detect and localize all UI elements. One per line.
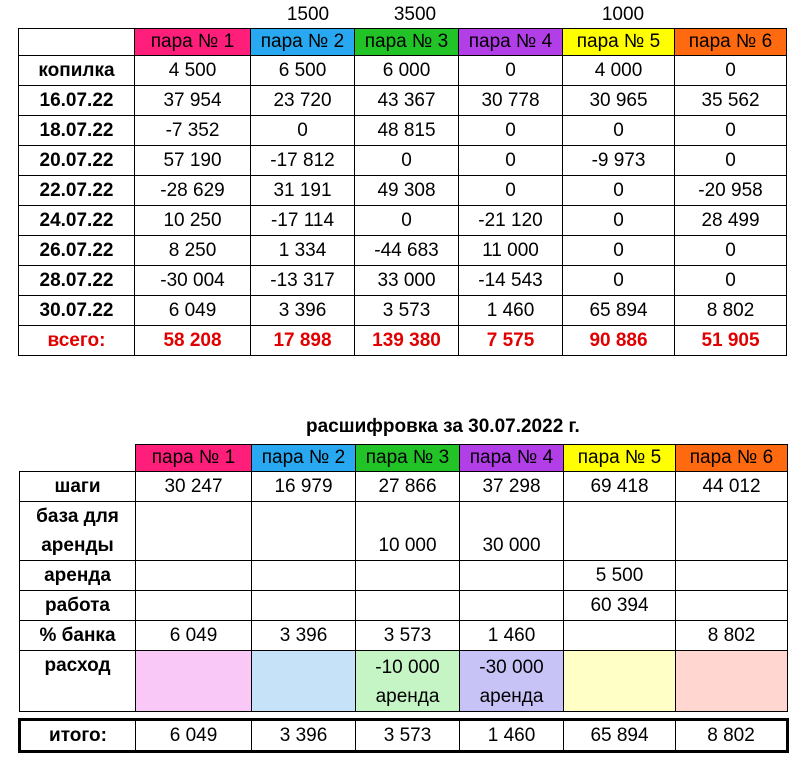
pair-4-header: пара № 4 xyxy=(459,29,563,56)
cell: -20 958 xyxy=(675,176,787,206)
expense-cell xyxy=(564,651,676,712)
total-value: 17 898 xyxy=(251,326,355,356)
cell: 6 049 xyxy=(135,296,251,326)
cell: 0 xyxy=(459,56,563,86)
data-row xyxy=(19,146,787,176)
top-number-pair-5: 1000 xyxy=(601,4,645,25)
row-label: копилка xyxy=(19,56,135,86)
cell: 3 573 xyxy=(356,720,460,752)
cell: 0 xyxy=(563,176,675,206)
steps-row xyxy=(20,472,788,502)
data-row xyxy=(19,266,787,296)
cell: 0 xyxy=(459,146,563,176)
cell: 43 367 xyxy=(355,86,459,116)
row-label: шаги xyxy=(20,472,136,502)
cell: 0 xyxy=(355,146,459,176)
pair-5-header: пара № 5 xyxy=(563,29,675,56)
pair-5-header: пара № 5 xyxy=(564,445,676,472)
cell: 49 308 xyxy=(355,176,459,206)
top-number-pair-2: 1500 xyxy=(286,4,330,25)
total-value: 90 886 xyxy=(563,326,675,356)
cell: 10 000 xyxy=(356,502,460,561)
row-label: 30.07.22 xyxy=(19,296,135,326)
cell: 0 xyxy=(563,206,675,236)
cell: -14 543 xyxy=(459,266,563,296)
cell: 4 000 xyxy=(563,56,675,86)
cell xyxy=(676,502,788,561)
cell xyxy=(252,591,356,621)
cell: 0 xyxy=(675,56,787,86)
pair-6-header: пара № 6 xyxy=(675,29,787,56)
total-value: 58 208 xyxy=(135,326,251,356)
pair-2-header: пара № 2 xyxy=(252,445,356,472)
cell xyxy=(252,561,356,591)
cell: 11 000 xyxy=(459,236,563,266)
spacer-row xyxy=(20,712,788,720)
cell: 69 418 xyxy=(564,472,676,502)
cell: 60 394 xyxy=(564,591,676,621)
cell xyxy=(564,621,676,651)
top-number-pair-3: 3500 xyxy=(393,4,437,25)
data-row xyxy=(19,176,787,206)
row-label: 18.07.22 xyxy=(19,116,135,146)
cell: 6 000 xyxy=(355,56,459,86)
cell: 0 xyxy=(675,116,787,146)
cell: 8 250 xyxy=(135,236,251,266)
row-label: 28.07.22 xyxy=(19,266,135,296)
row-label: 16.07.22 xyxy=(19,86,135,116)
pairs-header-row xyxy=(20,445,788,472)
cell: 0 xyxy=(675,266,787,296)
cell: 0 xyxy=(563,116,675,146)
cell: 8 802 xyxy=(676,621,788,651)
cell: 31 191 xyxy=(251,176,355,206)
cell xyxy=(356,561,460,591)
expense-amount: -10 000 xyxy=(375,657,440,678)
expense-cell xyxy=(252,651,356,712)
cell: 0 xyxy=(563,266,675,296)
cell: 3 396 xyxy=(252,720,356,752)
total-row xyxy=(19,326,787,356)
cell: 6 049 xyxy=(136,720,252,752)
cell: 16 979 xyxy=(252,472,356,502)
cell: 30 778 xyxy=(459,86,563,116)
cell: 33 000 xyxy=(355,266,459,296)
rent-base-row xyxy=(20,502,788,561)
pair-2-header: пара № 2 xyxy=(251,29,355,56)
work-row xyxy=(20,591,788,621)
expense-cell xyxy=(136,651,252,712)
cell: 3 573 xyxy=(356,621,460,651)
row-label: аренда xyxy=(20,561,136,591)
cell: 37 954 xyxy=(135,86,251,116)
cell: -13 317 xyxy=(251,266,355,296)
cell: 0 xyxy=(355,206,459,236)
corner-cell xyxy=(20,445,136,472)
cell: 0 xyxy=(675,236,787,266)
data-row xyxy=(19,296,787,326)
cell: 8 802 xyxy=(675,296,787,326)
pair-4-header: пара № 4 xyxy=(460,445,564,472)
cell: 0 xyxy=(563,236,675,266)
cell: 28 499 xyxy=(675,206,787,236)
row-label: работа xyxy=(20,591,136,621)
row-label-line-2: аренды xyxy=(41,535,114,556)
row-label: 20.07.22 xyxy=(19,146,135,176)
cell: 65 894 xyxy=(564,720,676,752)
cell: 1 334 xyxy=(251,236,355,266)
cell: -30 004 xyxy=(135,266,251,296)
cell: 3 573 xyxy=(355,296,459,326)
total-value: 51 905 xyxy=(675,326,787,356)
cell: -7 352 xyxy=(135,116,251,146)
cell xyxy=(676,591,788,621)
row-label: 26.07.22 xyxy=(19,236,135,266)
cell xyxy=(252,502,356,561)
expense-note: аренда xyxy=(375,686,440,707)
row-label-line-1: база для xyxy=(36,506,119,527)
cell: 3 396 xyxy=(251,296,355,326)
cell: 1 460 xyxy=(460,720,564,752)
row-label: 24.07.22 xyxy=(19,206,135,236)
row-label: итого: xyxy=(20,720,136,752)
cell: -28 629 xyxy=(135,176,251,206)
cell: 3 396 xyxy=(252,621,356,651)
cell: -44 683 xyxy=(355,236,459,266)
cell: -9 973 xyxy=(563,146,675,176)
data-row xyxy=(19,206,787,236)
savings-table xyxy=(18,28,787,356)
total-value: 139 380 xyxy=(355,326,459,356)
data-row xyxy=(19,116,787,146)
cell: 44 012 xyxy=(676,472,788,502)
pair-3-header: пара № 3 xyxy=(356,445,460,472)
cell: 57 190 xyxy=(135,146,251,176)
expense-cell xyxy=(460,651,564,712)
expense-amount: -30 000 xyxy=(479,657,544,678)
expense-cell xyxy=(676,651,788,712)
row-label xyxy=(20,502,136,561)
cell: 0 xyxy=(459,116,563,146)
cell xyxy=(460,561,564,591)
cell: -17 114 xyxy=(251,206,355,236)
cell: 6 500 xyxy=(251,56,355,86)
pair-3-header: пара № 3 xyxy=(355,29,459,56)
cell: 6 049 xyxy=(136,621,252,651)
spacer xyxy=(20,712,788,720)
cell: 37 298 xyxy=(460,472,564,502)
data-row xyxy=(19,86,787,116)
cell xyxy=(460,591,564,621)
breakdown-table xyxy=(18,444,789,753)
cell: 10 250 xyxy=(135,206,251,236)
cell: 35 562 xyxy=(675,86,787,116)
pairs-header-row xyxy=(19,29,787,56)
cell: 8 802 xyxy=(676,720,788,752)
cell: 0 xyxy=(675,146,787,176)
cell: 30 247 xyxy=(136,472,252,502)
top-numbers-row xyxy=(0,0,800,26)
cell: -21 120 xyxy=(459,206,563,236)
data-row xyxy=(19,56,787,86)
cell xyxy=(136,561,252,591)
pair-6-header: пара № 6 xyxy=(676,445,788,472)
total-value: 7 575 xyxy=(459,326,563,356)
cell: 1 460 xyxy=(460,621,564,651)
cell: 0 xyxy=(459,176,563,206)
cell: -17 812 xyxy=(251,146,355,176)
cell: 30 000 xyxy=(460,502,564,561)
expense-row xyxy=(20,651,788,712)
cell: 48 815 xyxy=(355,116,459,146)
cell xyxy=(136,502,252,561)
pair-1-header: пара № 1 xyxy=(135,29,251,56)
cell xyxy=(676,561,788,591)
breakdown-title: расшифровка за 30.07.2022 г. xyxy=(306,416,580,437)
cell: 65 894 xyxy=(563,296,675,326)
row-label: 22.07.22 xyxy=(19,176,135,206)
pair-1-header: пара № 1 xyxy=(136,445,252,472)
cell xyxy=(136,591,252,621)
itogo-row xyxy=(20,720,788,752)
corner-cell xyxy=(19,29,135,56)
row-label: % банка xyxy=(20,621,136,651)
cell: 5 500 xyxy=(564,561,676,591)
cell xyxy=(356,591,460,621)
bank-row xyxy=(20,621,788,651)
cell: 27 866 xyxy=(356,472,460,502)
cell: 0 xyxy=(251,116,355,146)
data-row xyxy=(19,236,787,266)
cell xyxy=(564,502,676,561)
cell: 30 965 xyxy=(563,86,675,116)
row-label: расход xyxy=(20,651,136,712)
expense-cell xyxy=(356,651,460,712)
cell: 23 720 xyxy=(251,86,355,116)
total-label: всего: xyxy=(19,326,135,356)
expense-note: аренда xyxy=(479,686,544,707)
cell: 1 460 xyxy=(459,296,563,326)
cell: 4 500 xyxy=(135,56,251,86)
rent-row xyxy=(20,561,788,591)
